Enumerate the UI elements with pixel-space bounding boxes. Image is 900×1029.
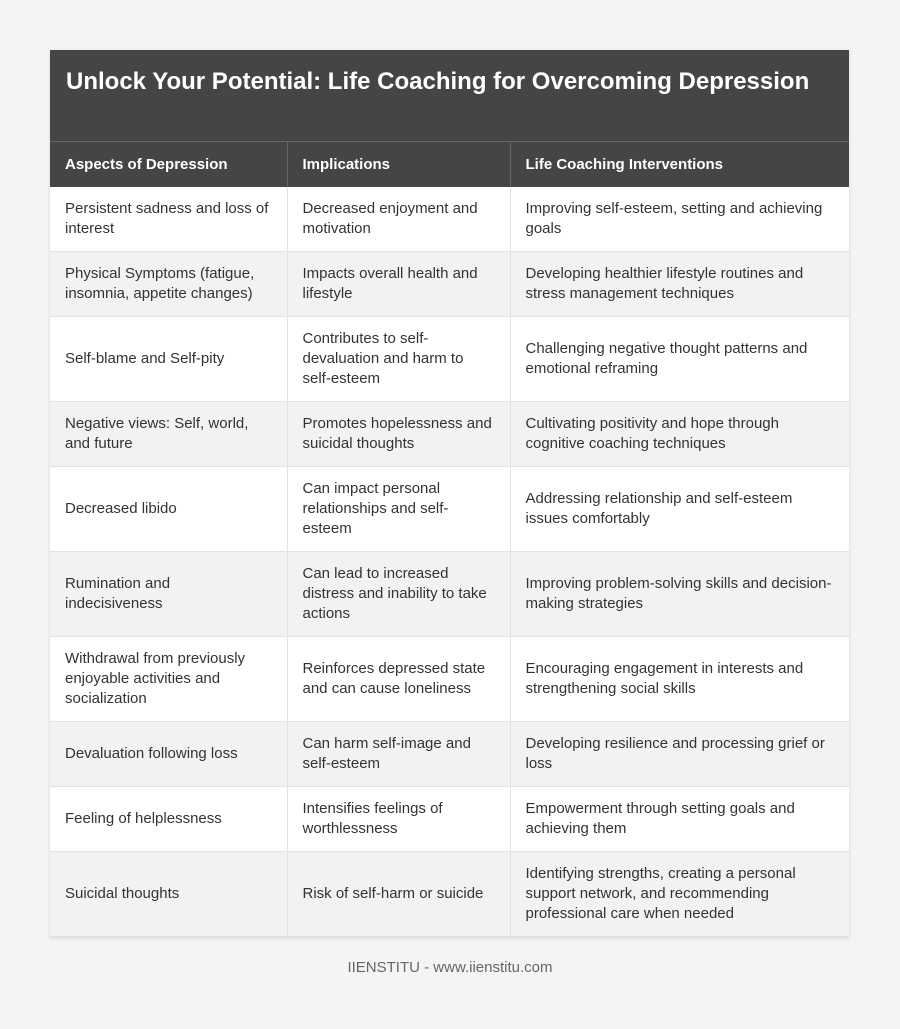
intervention-cell: Identifying strengths, creating a personal support network, and recommending professional care when needed [510,852,849,937]
intervention-cell: Improving self-esteem, setting and achieving goals [510,187,849,252]
aspect-cell: Suicidal thoughts [50,852,287,937]
intervention-cell: Empowerment through setting goals and achieving them [510,787,849,852]
table-row [50,722,849,787]
intervention-cell: Encouraging engagement in interests and strengthening social skills [510,637,849,722]
aspect-cell: Negative views: Self, world, and future [50,402,287,467]
intervention-cell: Addressing relationship and self-esteem issues comfortably [510,467,849,552]
table-row [50,252,849,317]
implication-cell: Can impact personal relationships and self-esteem [287,467,510,552]
table-title: Unlock Your Potential: Life Coaching for Overcoming Depression [50,50,849,141]
column-header-aspects: Aspects of Depression [50,142,287,187]
aspect-cell: Rumination and indecisiveness [50,552,287,637]
implication-cell: Can lead to increased distress and inability to take actions [287,552,510,637]
implication-cell: Reinforces depressed state and can cause loneliness [287,637,510,722]
header-row [50,142,849,187]
intervention-cell: Developing healthier lifestyle routines and stress management techniques [510,252,849,317]
table-row [50,637,849,722]
intervention-cell: Improving problem-solving skills and decision-making strategies [510,552,849,637]
implication-cell: Contributes to self-devaluation and harm to self-esteem [287,317,510,402]
aspect-cell: Self-blame and Self-pity [50,317,287,402]
table-row [50,552,849,637]
table-row [50,317,849,402]
aspect-cell: Persistent sadness and loss of interest [50,187,287,252]
column-header-implications: Implications [287,142,510,187]
implication-cell: Can harm self-image and self-esteem [287,722,510,787]
footer-credit: IIENSTITU - www.iienstitu.com [347,959,553,976]
implication-cell: Risk of self-harm or suicide [287,852,510,937]
aspect-cell: Decreased libido [50,467,287,552]
depression-coaching-table [50,141,849,937]
table-row [50,402,849,467]
table-row [50,467,849,552]
aspect-cell: Withdrawal from previously enjoyable activities and socialization [50,637,287,722]
implication-cell: Impacts overall health and lifestyle [287,252,510,317]
implication-cell: Decreased enjoyment and motivation [287,187,510,252]
aspect-cell: Devaluation following loss [50,722,287,787]
table-card [50,50,849,937]
aspect-cell: Physical Symptoms (fatigue, insomnia, appetite changes) [50,252,287,317]
column-header-interventions: Life Coaching Interventions [510,142,849,187]
intervention-cell: Developing resilience and processing grief or loss [510,722,849,787]
intervention-cell: Challenging negative thought patterns and emotional reframing [510,317,849,402]
table-row [50,787,849,852]
table-row [50,187,849,252]
implication-cell: Intensifies feelings of worthlessness [287,787,510,852]
aspect-cell: Feeling of helplessness [50,787,287,852]
intervention-cell: Cultivating positivity and hope through cognitive coaching techniques [510,402,849,467]
implication-cell: Promotes hopelessness and suicidal thoughts [287,402,510,467]
table-row [50,852,849,937]
